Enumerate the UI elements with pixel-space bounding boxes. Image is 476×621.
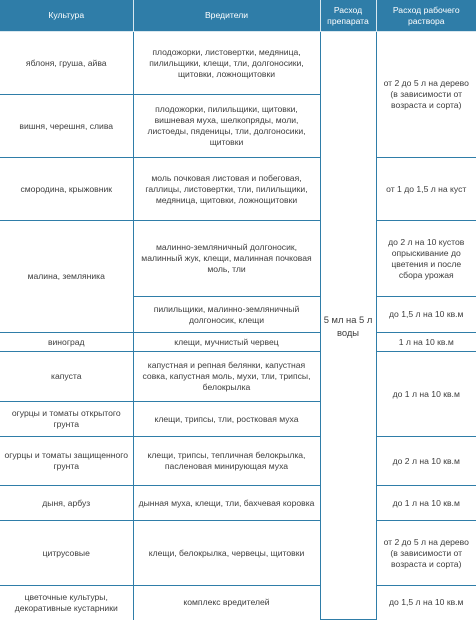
crop-cell: дыня, арбуз (0, 486, 133, 521)
header-crop: Культура (0, 0, 133, 32)
solution-rate-cell: от 1 до 1,5 л на куст (376, 158, 476, 221)
table-row (0, 352, 476, 402)
pests-cell: дынная муха, клещи, тли, бахчевая коровка (133, 486, 320, 521)
solution-rate-cell: до 1 л на 10 кв.м (376, 352, 476, 437)
crop-cell: капуста (0, 352, 133, 402)
crop-cell: виноград (0, 333, 133, 352)
crop-cell: цитрусовые (0, 521, 133, 586)
pests-cell: пилильщики, малинно-земляничный долгоносик, клещи (133, 297, 320, 333)
table-row (0, 333, 476, 352)
table-row (0, 521, 476, 586)
solution-rate-cell: от 2 до 5 л на дерево (в зависимости от возраста и сорта) (376, 32, 476, 158)
table-header-row (0, 0, 476, 32)
crop-cell: смородина, крыжовник (0, 158, 133, 221)
pests-cell: капустная и репная белянки, капустная совка, капустная моль, мухи, тли, трипсы, белокрылка (133, 352, 320, 402)
crop-cell: цветочные культуры, декоративные кустарники (0, 586, 133, 620)
solution-rate-cell: 1 л на 10 кв.м (376, 333, 476, 352)
crop-cell: яблоня, груша, айва (0, 32, 133, 95)
solution-rate-cell: до 2 л на 10 кустов опрыскивание до цветения и после сбора урожая (376, 221, 476, 297)
table-row (0, 221, 476, 297)
table-row (0, 437, 476, 486)
pests-cell: клещи, трипсы, тепличная белокрылка, пасленовая минирующая муха (133, 437, 320, 486)
table-row (0, 158, 476, 221)
solution-rate-cell: до 1,5 л на 10 кв.м (376, 297, 476, 333)
solution-rate-cell: от 2 до 5 л на дерево (в зависимости от возраста и сорта) (376, 521, 476, 586)
pests-cell: плодожорки, пилильщики, щитовки, вишневая муха, шелкопряды, моли, листоеды, пяденицы, тли, долгоносики, щитовки (133, 95, 320, 158)
solution-rate-cell: до 1,5 л на 10 кв.м (376, 586, 476, 620)
solution-rate-cell: до 1 л на 10 кв.м (376, 486, 476, 521)
table-row (0, 586, 476, 620)
crop-cell: малина, земляника (0, 221, 133, 333)
product-dose-cell: 5 мл на 5 л воды (320, 32, 376, 620)
header-solution-rate: Расход рабочего раствора (376, 0, 476, 32)
pests-cell: комплекс вредителей (133, 586, 320, 620)
table-row (0, 486, 476, 521)
pests-cell: плодожорки, листовертки, медяница, пилильщики, клещи, тли, долгоносики, щитовки, ложнощитовки (133, 32, 320, 95)
header-product-rate: Расход препарата (320, 0, 376, 32)
header-pests: Вредители (133, 0, 320, 32)
crop-cell: огурцы и томаты открытого грунта (0, 402, 133, 437)
pests-cell: клещи, мучнистый червец (133, 333, 320, 352)
pests-cell: моль почковая листовая и побеговая, галлицы, листовертки, тли, пилильщики, медяница, щитовки, ложнощитовки (133, 158, 320, 221)
crop-cell: вишня, черешня, слива (0, 95, 133, 158)
pests-cell: клещи, белокрылка, червецы, щитовки (133, 521, 320, 586)
table-row (0, 32, 476, 95)
crop-cell: огурцы и томаты защищенного грунта (0, 437, 133, 486)
pests-cell: клещи, трипсы, тли, ростковая муха (133, 402, 320, 437)
solution-rate-cell: до 2 л на 10 кв.м (376, 437, 476, 486)
pests-cell: малинно-земляничный долгоносик, малинный жук, клещи, малинная почковая моль, тли (133, 221, 320, 297)
